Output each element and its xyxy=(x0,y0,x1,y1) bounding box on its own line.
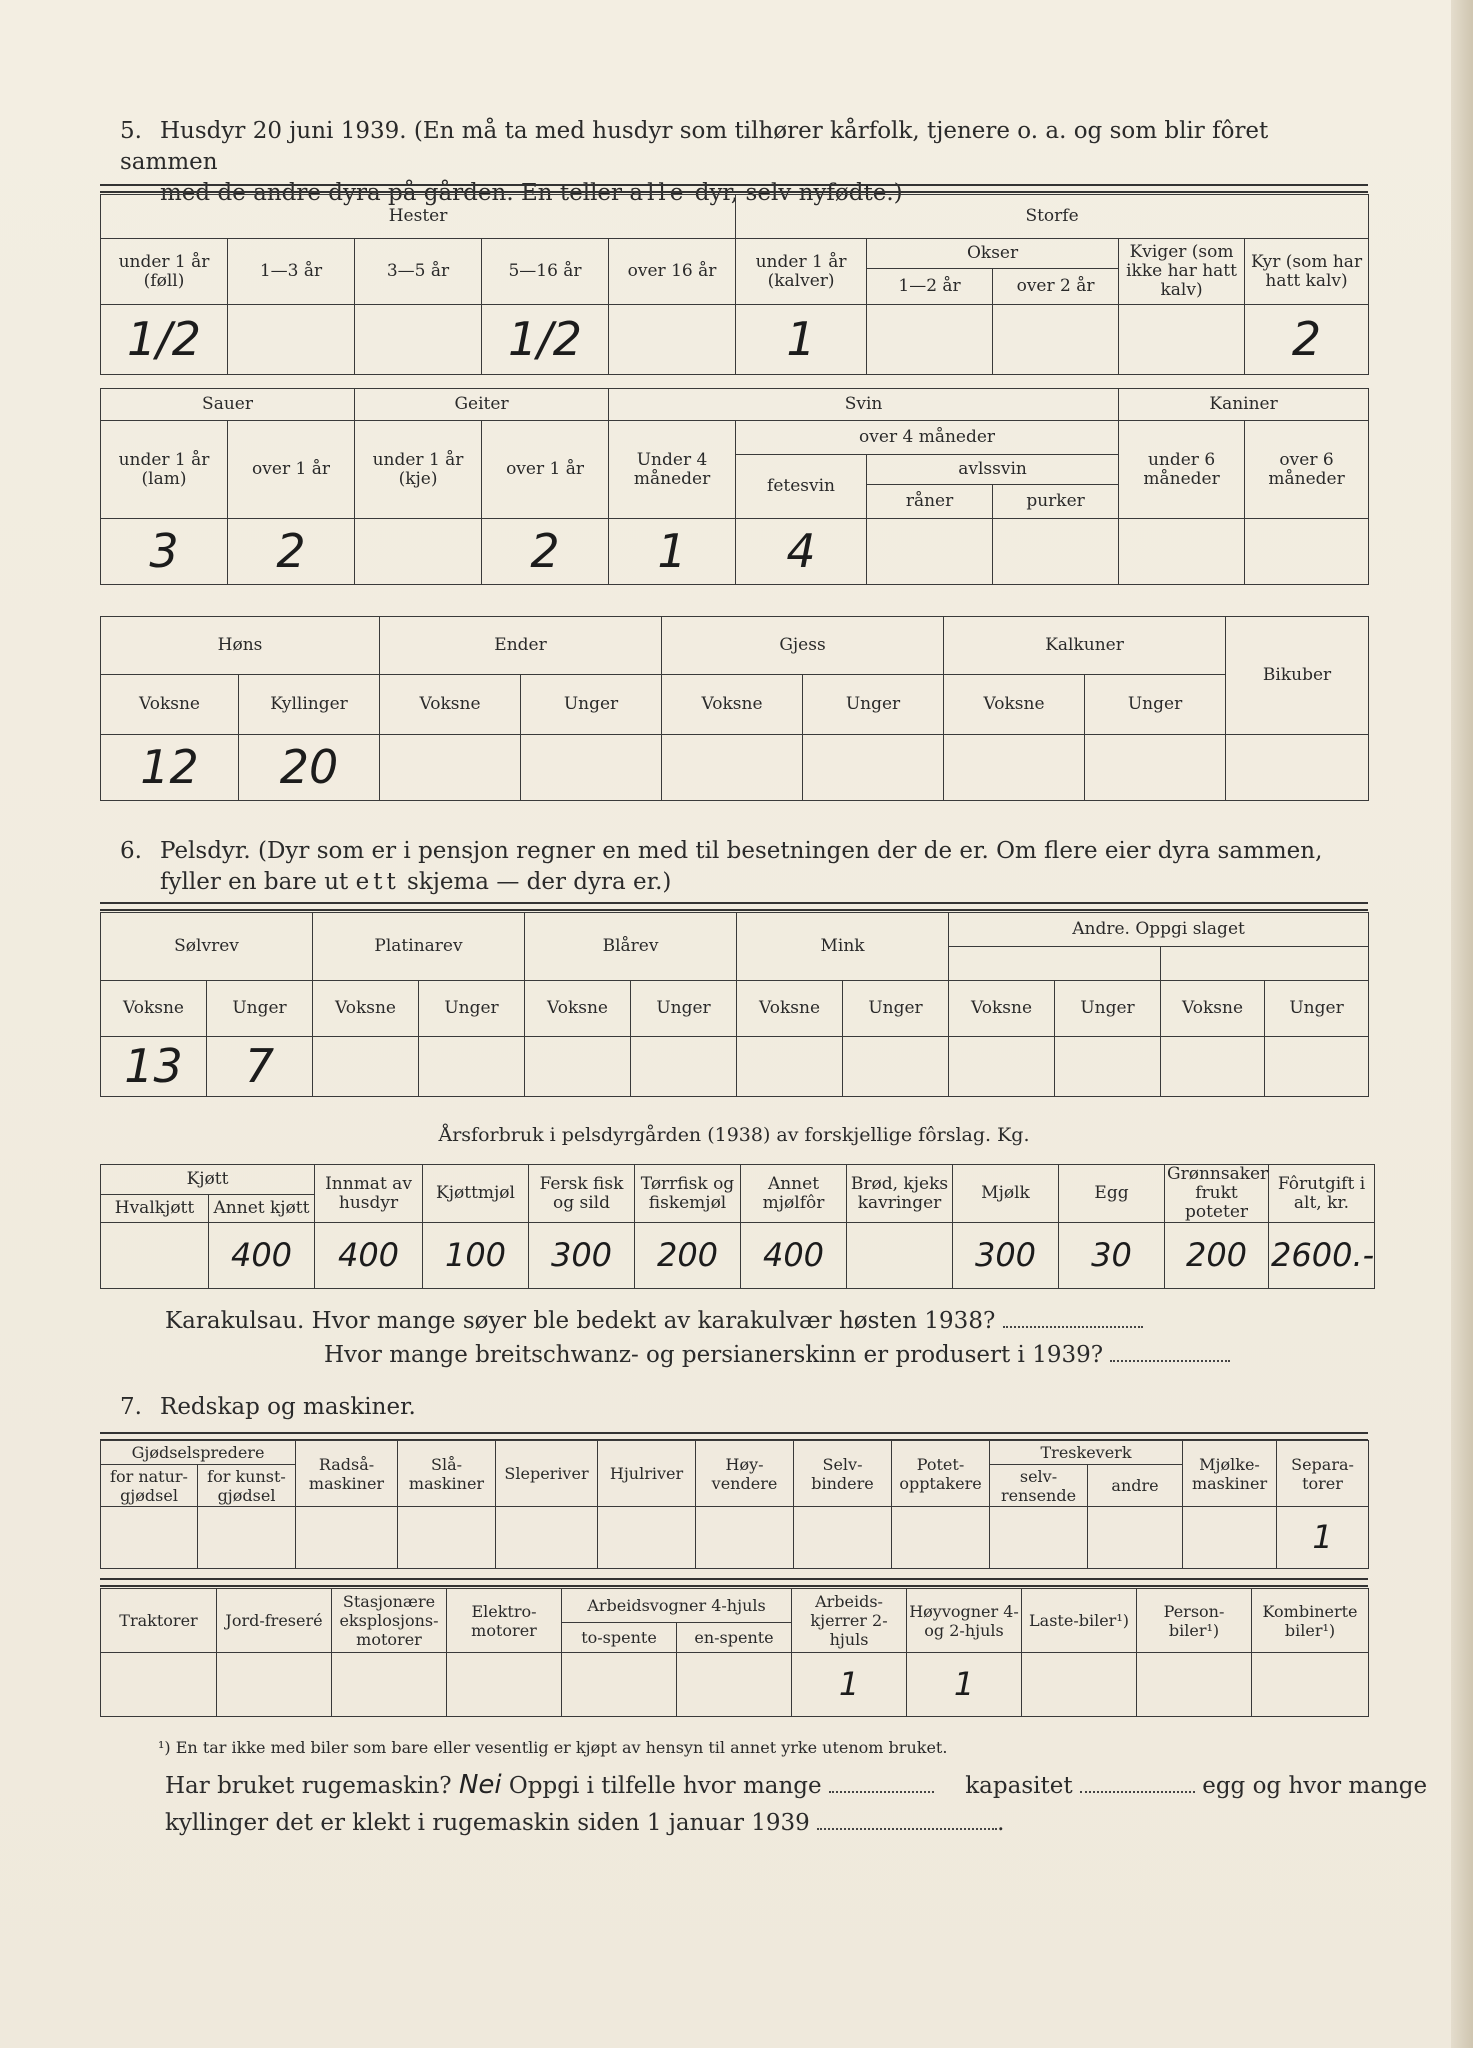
page-edge xyxy=(1451,0,1473,2048)
col-kyr: Kyr (som har hatt kalv) xyxy=(1245,239,1369,305)
col-selvbindere: Selv-bindere xyxy=(794,1441,892,1507)
col-mjolk: Mjølk xyxy=(953,1165,1059,1223)
col-selvrensende: selv-rensende xyxy=(990,1465,1088,1507)
value-separatorer: 1 xyxy=(1277,1507,1369,1569)
col-svin-under-4: Under 4 måneder xyxy=(609,421,736,519)
header-gjess: Gjess xyxy=(662,617,944,675)
value-kjottmjol: 100 xyxy=(423,1223,529,1289)
col-ender-unger: Unger xyxy=(521,675,662,735)
header-treskeverk: Treskeverk xyxy=(990,1441,1183,1465)
section-6-text xyxy=(120,836,1370,898)
header-platinarev: Platinarev xyxy=(313,913,525,981)
karakul-answer-2-field[interactable] xyxy=(1110,1342,1230,1362)
kyllinger-klekt-field[interactable] xyxy=(817,1810,997,1830)
header-kaniner: Kaniner xyxy=(1119,389,1369,421)
fur-animals-table xyxy=(100,912,1369,1097)
rugemaskin-answer: Nei xyxy=(458,1770,502,1800)
header-ender: Ender xyxy=(380,617,662,675)
value-fetesvin: 4 xyxy=(736,519,867,585)
value-hester-under-1: 1/2 xyxy=(101,305,228,375)
feed-consumption-table xyxy=(100,1164,1375,1289)
col-hester-5-16: 5—16 år xyxy=(482,239,609,305)
header-over-4-maneder: over 4 måneder xyxy=(736,421,1119,455)
col-kunst-gjodsel: for kunst-gjødsel xyxy=(198,1465,296,1507)
value-fersk-fisk: 300 xyxy=(529,1223,635,1289)
col-andre2-voksne: Voksne xyxy=(1161,981,1265,1037)
col-purker: purker xyxy=(993,485,1119,519)
col-hester-under-1: under 1 år (føll) xyxy=(101,239,228,305)
col-mjolkemaskiner: Mjølke-maskiner xyxy=(1183,1441,1277,1507)
value-forutgift: 2600.- xyxy=(1269,1223,1375,1289)
col-geiter-under-1: under 1 år (kje) xyxy=(355,421,482,519)
section-number: 7. xyxy=(120,1394,142,1420)
col-fetesvin: fetesvin xyxy=(736,455,867,519)
value-hoyvogner: 1 xyxy=(907,1653,1022,1717)
col-traktorer: Traktorer xyxy=(101,1589,217,1653)
double-rule xyxy=(100,184,1368,193)
header-solvrev: Sølvrev xyxy=(101,913,313,981)
section-7-title: Redskap og maskiner. xyxy=(160,1394,416,1420)
col-kaniner-under-6: under 6 måneder xyxy=(1119,421,1245,519)
karakul-question-1: Hvor mange søyer ble bedekt av karakulvær høsten 1938? xyxy=(311,1308,996,1334)
karakul-label: Karakulsau. xyxy=(165,1308,305,1334)
col-sauer-over-1: over 1 år xyxy=(228,421,355,519)
rugemaskin-count-label: Oppgi i tilfelle hvor mange xyxy=(508,1773,822,1799)
section-5-line-1: Husdyr 20 juni 1939. (En må ta med husdyr som tilhører kårfolk, tjenere o. a. og som blir fôret sammen xyxy=(120,118,1269,175)
value-annet-kjott: 400 xyxy=(209,1223,315,1289)
section-6-line-2-spaced: ett xyxy=(355,869,400,895)
col-gjess-unger: Unger xyxy=(803,675,944,735)
value-svin-under-4: 1 xyxy=(609,519,736,585)
value-geiter-over-1: 2 xyxy=(482,519,609,585)
col-okser-over-2: over 2 år xyxy=(993,269,1119,305)
col-geiter-over-1: over 1 år xyxy=(482,421,609,519)
footnote: ¹) En tar ikke med biler som bare eller vesentlig er kjøpt av hensyn til annet yrke utenom bruket. xyxy=(158,1738,948,1757)
col-sauer-under-1: under 1 år (lam) xyxy=(101,421,228,519)
kapasitet-field[interactable] xyxy=(1080,1773,1195,1793)
col-hoyvogner: Høyvogner 4- og 2-hjuls xyxy=(907,1589,1022,1653)
col-annet-mjolfor: Annet mjølfôr xyxy=(741,1165,847,1223)
header-arbeidsvogner: Arbeidsvogner 4-hjuls xyxy=(562,1589,792,1623)
col-elektromotorer: Elektro-motorer xyxy=(447,1589,562,1653)
karakul-answer-1-field[interactable] xyxy=(1003,1308,1143,1328)
rugemaskin-line-2 xyxy=(165,1808,1004,1838)
col-lastebiler: Laste-biler¹) xyxy=(1022,1589,1137,1653)
value-innmat: 400 xyxy=(315,1223,423,1289)
value-gronnsaker: 200 xyxy=(1165,1223,1269,1289)
equipment-table-1 xyxy=(100,1440,1369,1569)
col-treskeverk-andre: andre xyxy=(1088,1465,1183,1507)
rugemaskin-question: Har bruket rugemaskin? xyxy=(165,1773,452,1799)
double-rule xyxy=(100,902,1368,911)
col-enspente: en-spente xyxy=(677,1623,792,1653)
col-hjulriver: Hjulriver xyxy=(598,1441,696,1507)
value-egg: 30 xyxy=(1059,1223,1165,1289)
value-annet-mjolfor: 400 xyxy=(741,1223,847,1289)
col-kaniner-over-6: over 6 måneder xyxy=(1245,421,1369,519)
col-jordfresere: Jord-freseré xyxy=(217,1589,332,1653)
col-hoyvendere: Høy-vendere xyxy=(696,1441,794,1507)
section-6-line-2b: skjema — der dyra er.) xyxy=(407,869,672,895)
line-end-period: . xyxy=(997,1810,1005,1836)
col-ender-voksne: Voksne xyxy=(380,675,521,735)
col-innmat: Innmat av husdyr xyxy=(315,1165,423,1223)
col-andre2-unger: Unger xyxy=(1265,981,1369,1037)
col-solvrev-voksne: Voksne xyxy=(101,981,207,1037)
value-sauer-under-1: 3 xyxy=(101,519,228,585)
col-personbiler: Person-biler¹) xyxy=(1137,1589,1252,1653)
section-5-line-2-spaced: alle xyxy=(629,180,688,206)
header-andre: Andre. Oppgi slaget xyxy=(949,913,1369,947)
col-kalkuner-voksne: Voksne xyxy=(944,675,1085,735)
kyllinger-klekt-label: kyllinger det er klekt i rugemaskin siden 1 januar 1939 xyxy=(165,1810,810,1836)
value-torrfisk: 200 xyxy=(635,1223,741,1289)
value-hester-5-16: 1/2 xyxy=(482,305,609,375)
header-kalkuner: Kalkuner xyxy=(944,617,1226,675)
value-kyllinger: 20 xyxy=(239,735,380,801)
livestock-table-horses-cattle xyxy=(100,194,1369,375)
section-6-line-2a: fyller en bare ut xyxy=(160,869,349,895)
col-tospente: to-spente xyxy=(562,1623,677,1653)
col-platinarev-unger: Unger xyxy=(419,981,525,1037)
value-storfe-under-1: 1 xyxy=(736,305,867,375)
rugemaskin-count-field[interactable] xyxy=(829,1773,934,1793)
col-separatorer: Separa-torer xyxy=(1277,1441,1369,1507)
col-hester-3-5: 3—5 år xyxy=(355,239,482,305)
col-forutgift: Fôrutgift i alt, kr. xyxy=(1269,1165,1375,1223)
header-avlssvin: avlssvin xyxy=(867,455,1119,485)
feed-table-title: Årsforbruk i pelsdyrgården (1938) av forskjellige fôrslag. Kg. xyxy=(438,1124,1030,1146)
section-number: 5. xyxy=(120,118,142,144)
header-okser: Okser xyxy=(867,239,1119,269)
col-gronnsaker: Grønnsaker frukt poteter xyxy=(1165,1165,1269,1223)
poultry-table xyxy=(100,616,1369,801)
col-blarev-unger: Unger xyxy=(631,981,737,1037)
header-bikuber: Bikuber xyxy=(1226,617,1369,735)
value-mjolk: 300 xyxy=(953,1223,1059,1289)
section-number: 6. xyxy=(120,838,142,864)
col-gjess-voksne: Voksne xyxy=(662,675,803,735)
col-solvrev-unger: Unger xyxy=(207,981,313,1037)
section-5-line-2b: dyr, selv nyfødte.) xyxy=(694,180,903,206)
col-sleperiver: Sleperiver xyxy=(496,1441,598,1507)
kapasitet-label: kapasitet xyxy=(965,1773,1073,1799)
col-natur-gjodsel: for natur-gjødsel xyxy=(101,1465,198,1507)
col-torrfisk: Tørrfisk og fiskemjøl xyxy=(635,1165,741,1223)
col-hester-1-3: 1—3 år xyxy=(228,239,355,305)
header-hester: Hester xyxy=(101,195,736,239)
col-arbeidskjerrer: Arbeids-kjerrer 2-hjuls xyxy=(792,1589,907,1653)
karakul-line-1 xyxy=(165,1306,1143,1336)
col-storfe-under-1: under 1 år (kalver) xyxy=(736,239,867,305)
col-hester-over-16: over 16 år xyxy=(609,239,736,305)
header-gjodselspredere: Gjødselspredere xyxy=(101,1441,296,1465)
col-potetopptakere: Potet-opptakere xyxy=(892,1441,990,1507)
value-solvrev-voksne: 13 xyxy=(101,1037,207,1097)
value-solvrev-unger: 7 xyxy=(207,1037,313,1097)
header-hons: Høns xyxy=(101,617,380,675)
col-kyllinger: Kyllinger xyxy=(239,675,380,735)
rugemaskin-line-1 xyxy=(165,1770,1427,1801)
karakul-question-2: Hvor mange breitschwanz- og persianerskinn er produsert i 1939? xyxy=(324,1342,1104,1368)
col-fersk-fisk: Fersk fisk og sild xyxy=(529,1165,635,1223)
col-mink-unger: Unger xyxy=(843,981,949,1037)
equipment-table-2 xyxy=(100,1588,1369,1717)
col-stasjonaere-motorer: Stasjonære eksplosjons-motorer xyxy=(332,1589,447,1653)
col-radsa: Radså-maskiner xyxy=(296,1441,398,1507)
header-geiter: Geiter xyxy=(355,389,609,421)
col-hvalkjott: Hvalkjøtt xyxy=(101,1195,209,1223)
col-sla: Slå-maskiner xyxy=(398,1441,496,1507)
value-hons-voksne: 12 xyxy=(101,735,239,801)
col-blarev-voksne: Voksne xyxy=(525,981,631,1037)
col-hons-voksne: Voksne xyxy=(101,675,239,735)
header-kjott: Kjøtt xyxy=(101,1165,315,1195)
col-egg: Egg xyxy=(1059,1165,1165,1223)
value-sauer-over-1: 2 xyxy=(228,519,355,585)
col-kjottmjol: Kjøttmjøl xyxy=(423,1165,529,1223)
col-okser-1-2: 1—2 år xyxy=(867,269,993,305)
col-kviger: Kviger (som ikke har hatt kalv) xyxy=(1119,239,1245,305)
section-5-line-2a: med de andre dyra på gården. En teller xyxy=(160,180,623,206)
section-7-heading xyxy=(120,1392,416,1422)
double-rule xyxy=(100,1578,1368,1587)
col-mink-voksne: Voksne xyxy=(737,981,843,1037)
header-mink: Mink xyxy=(737,913,949,981)
header-svin: Svin xyxy=(609,389,1119,421)
col-andre1-unger: Unger xyxy=(1055,981,1161,1037)
col-annet-kjott: Annet kjøtt xyxy=(209,1195,315,1223)
header-sauer: Sauer xyxy=(101,389,355,421)
header-blarev: Blårev xyxy=(525,913,737,981)
livestock-table-sheep-goats-pigs xyxy=(100,388,1369,585)
egg-label: egg og hvor mange xyxy=(1202,1773,1428,1799)
karakul-line-2 xyxy=(324,1340,1230,1370)
col-kalkuner-unger: Unger xyxy=(1085,675,1226,735)
col-platinarev-voksne: Voksne xyxy=(313,981,419,1037)
col-brod: Brød, kjeks kavringer xyxy=(847,1165,953,1223)
col-andre1-voksne: Voksne xyxy=(949,981,1055,1037)
value-arbeidskjerrer: 1 xyxy=(792,1653,907,1717)
section-6-line-1: Pelsdyr. (Dyr som er i pensjon regner en med til besetningen der de er. Om flere eier dyra sammen, xyxy=(160,838,1323,864)
col-kombinerte-biler: Kombinerte biler¹) xyxy=(1252,1589,1369,1653)
header-storfe: Storfe xyxy=(736,195,1369,239)
col-raner: råner xyxy=(867,485,993,519)
value-kyr: 2 xyxy=(1245,305,1369,375)
